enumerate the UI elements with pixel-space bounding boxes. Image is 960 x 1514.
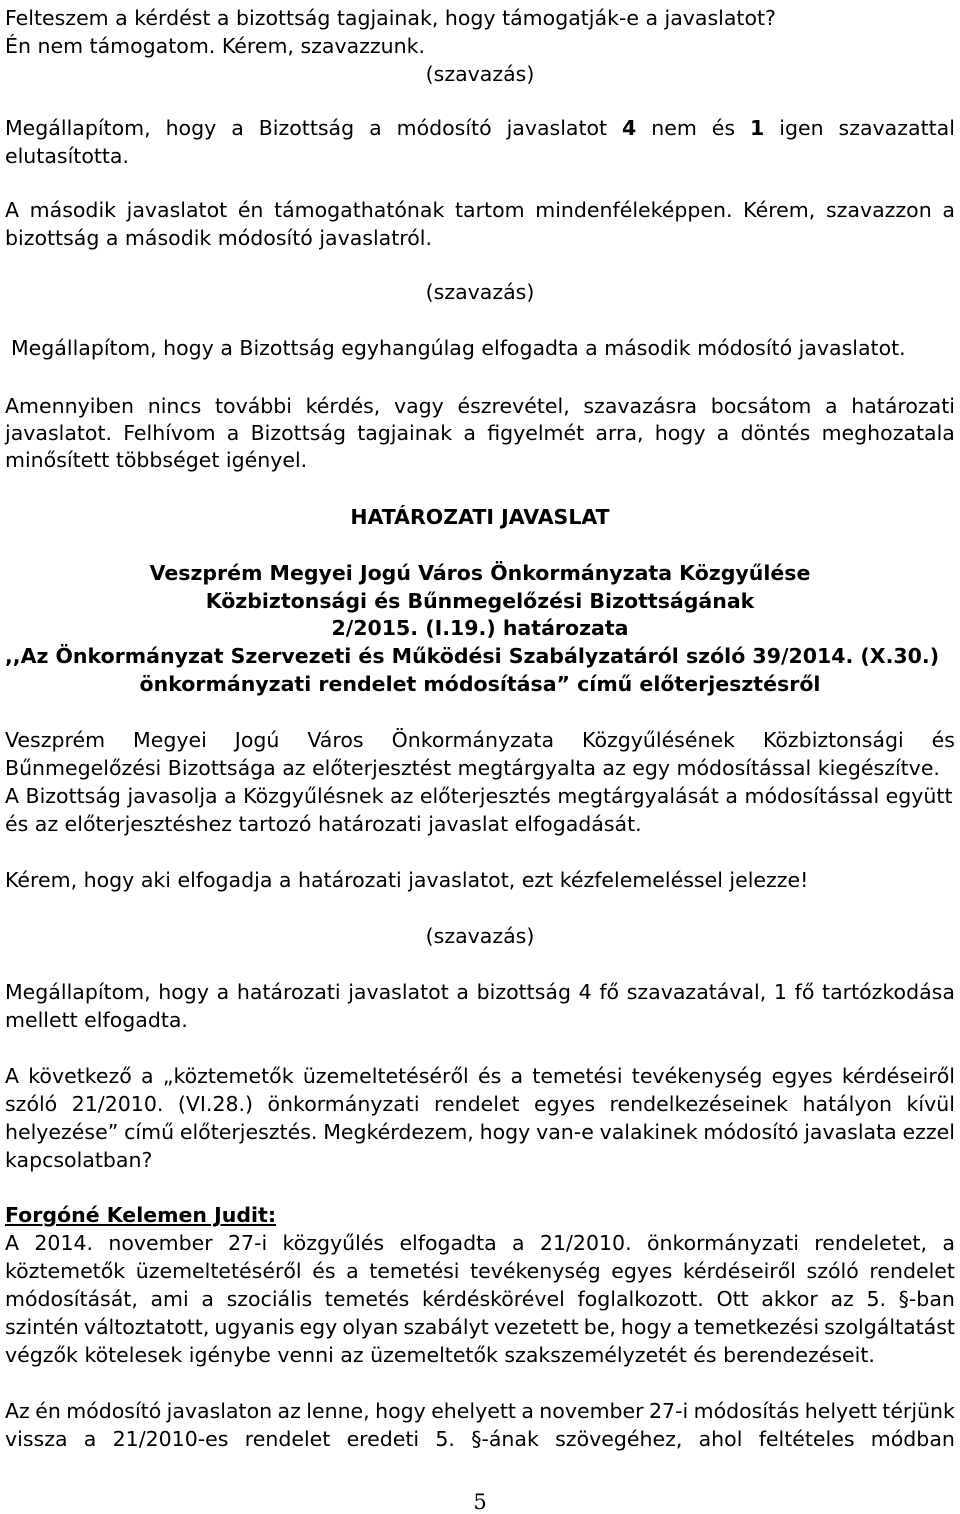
resolution-heading: HATÁROZATI JAVASLAT [350,505,610,529]
intro-line1: Amennyiben nincs további kérdés, vagy észrevétel, szavazásra bocsátom a határozati [5,394,955,418]
speaker-p1-line5: végzők kötelesek igénybe venni az üzemeltetők szakszemélyzetét és berendezéseit. [5,1343,875,1367]
vote-request: Kérem, hogy aki elfogadja a határozati javaslatot, ezt kézfelemeléssel jelezze! [5,868,809,892]
next-item-line1: A következő a „köztemetők üzemeltetéséről és a temetési tevékenység egyes kérdéseiről [5,1064,955,1088]
speaker-p1-line2: köztemetők üzemeltetéséről és a temetési tevékenység egyes kérdéseiről szóló rendelet [5,1259,955,1283]
resolution-text-line3: A Bizottság javasolja a Közgyűlésnek az előterjesztés megtárgyalását a módosítással együtt [5,784,953,808]
page-number: 5 [473,1490,487,1514]
resolution-number [0,616,960,640]
vote-count-yes: 1 [750,116,765,140]
resolution-text-line1: Veszprém Megyei Jogú Város Önkormányzata Közgyűlésének Közbiztonsági és [5,728,955,752]
vote-result-pre: Megállapítom, [5,116,151,140]
vote-marker: (szavazás) [425,62,535,86]
speaker-p1-line4: szintén változtatott, ugyanis egy olyan szabályt vezetett be, hogy a temetkezési szolgáltatást [5,1315,955,1339]
resolution-number-bold: 2/2015. (I.19.) [331,616,496,640]
speaker-p2-line1: Az én módosító javaslaton az lenne, hogy ehelyett a november 27-i módosítás helyett térjünk [5,1399,955,1423]
vote-marker: (szavazás) [425,924,535,948]
vote-marker: (szavazás) [425,280,535,304]
second-proposal-line1: A második javaslatot én támogathatónak tartom mindenféleképpen. Kérem, szavazzon a [5,198,955,222]
speaker-p1-line1: A 2014. november 27-i közgyűlés elfogadta a 21/2010. önkormányzati rendeletet, a [5,1231,955,1255]
resolution-body-line2: Közbiztonsági és Bűnmegelőzési Bizottságának [205,589,755,613]
resolution-subject-line1: ,,Az Önkormányzat Szervezeti és Működési Szabályzatáról szóló 39/2014. (X.30.) [5,644,940,668]
speaker-name: Forgóné Kelemen Judit: [5,1203,277,1227]
resolution-body-line1: Veszprém Megyei Jogú Város Önkormányzata Közgyűlése [149,561,811,585]
vote-result-cont: elutasította. [5,144,130,168]
vote-result: Megállapítom, hogy a Bizottság egyhangúlag elfogadta a második módosító javaslatot. [11,336,906,360]
resolution-text-line4: és az előterjesztéshez tartozó határozati javaslat elfogadását. [5,812,642,836]
next-item-line4: kapcsolatban? [5,1148,153,1172]
vote-result-line1: Megállapítom, hogy a határozati javaslatot a bizottság 4 fő szavazatával, 1 fő tartózkodása [5,980,955,1004]
intro-line3: minősített többséget igényel. [5,448,308,472]
vote-count-no: 4 [622,116,637,140]
vote-result-line2: mellett elfogadta. [5,1008,188,1032]
next-item-line2: szóló 21/2010. (VI.28.) önkormányzati rendelet egyes rendelkezéseinek hatályon kívül [5,1092,955,1116]
speaker-p2-line2: vissza a 21/2010-es rendelet eredeti 5. §-ának szövegéhez, ahol feltételes módban [5,1427,955,1451]
vote-result-line: Megállapítom, hogy a Bizottság a módosító javaslatot 4 nem és 1 igen szavazattal [5,116,955,140]
resolution-text-line2: Bűnmegelőzési Bizottsága az előterjesztést megtárgyalta az egy módosítással kiegészítve. [5,756,940,780]
resolution-number-rest: határozata [495,616,629,640]
chair-statement: Én nem támogatom. Kérem, szavazzunk. [5,34,426,58]
resolution-subject-line2: önkormányzati rendelet módosítása” című előterjesztésről [139,672,821,696]
intro-line2: javaslatot. Felhívom a Bizottság tagjainak a figyelmét arra, hogy a döntés meghozatala [5,421,955,445]
second-proposal-line2: bizottság a második módosító javaslatról. [5,226,432,250]
next-item-line3: helyezése” című előterjesztés. Megkérdezem, hogy van-e valakinek módosító javaslata ezzel [5,1120,955,1144]
speaker-p1-line3: módosítását, ami a szociális temetés kérdéskörével foglalkozott. Ott akkor az 5. §-ban [5,1287,955,1311]
question-text: Felteszem a kérdést a bizottság tagjainak, hogy támogatják-e a javaslatot? [5,6,776,30]
